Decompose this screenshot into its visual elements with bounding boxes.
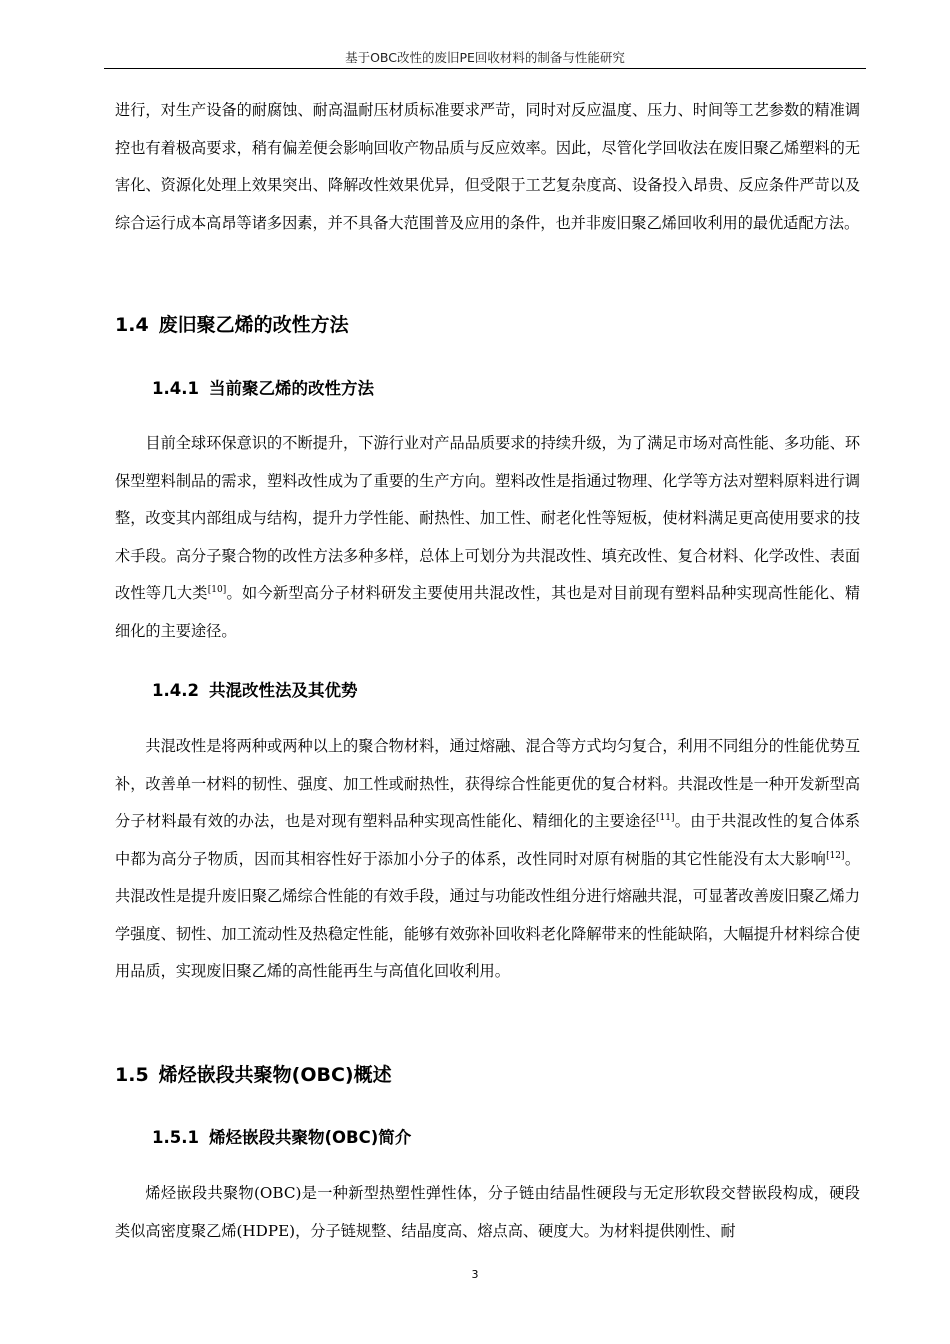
paragraph-1-4-2 <box>115 728 860 991</box>
paragraph-text: 。由于共混改性的复合体系中都为高分子物质，因而其相容性好于添加小分子的体系，改性同时对原有树脂的其它性能没有太大影响 <box>115 812 861 868</box>
subsection-title: 当前聚乙烯的改性方法 <box>208 379 374 398</box>
subsection-title: 共混改性法及其优势 <box>208 681 358 700</box>
section-number: 1.4 <box>115 314 149 336</box>
paragraph-1-4-1 <box>115 425 860 650</box>
continuation-paragraph: 进行，对生产设备的耐腐蚀、耐高温耐压材质标准要求严苛，同时对反应温度、压力、时间等工艺参数的精准调控也有着极高要求，稍有偏差便会影响回收产物品质与反应效率。因此，尽管化学回收法在废旧聚乙烯塑料的无害化、资源化处理上效果突出、降解改性效果优异，但受限于工艺复杂度高、设备投入昂贵、反应条件严苛以及综合运行成本高昂等诸多因素，并不具备大范围普及应用的条件，也并非废旧聚乙烯回收利用的最优适配方法。 <box>115 101 860 232</box>
citation-ref: [12] <box>826 850 845 861</box>
section-heading-1-4 <box>115 313 349 337</box>
paragraph-text: 目前全球环保意识的不断提升，下游行业对产品品质要求的持续升级，为了满足市场对高性能、多功能、环保型塑料制品的需求，塑料改性成为了重要的生产方向。塑料改性是指通过物理、化学等方法对塑料原料进行调整，改变其内部组成与结构，提升力学性能、耐热性、加工性、耐老化性等短板，使材料满足更高使用要求的技术手段。高分子聚合物的改性方法多种多样，总体上可划分为共混改性、填充改性、复合材料、化学改性、表面改性等几大类 <box>115 434 860 602</box>
paragraph-1-5-1: 烯烃嵌段共聚物(OBC)是一种新型热塑性弹性体，分子链由结晶性硬段与无定形软段交替嵌段构成，硬段类似高密度聚乙烯(HDPE)，分子链规整、结晶度高、熔点高、硬度大。为材料提供刚性、耐 <box>115 1184 860 1240</box>
page-number: 3 <box>471 1268 479 1281</box>
header-rule <box>104 68 866 69</box>
subsection-number: 1.4.2 <box>152 681 199 700</box>
section-number: 1.5 <box>115 1064 149 1086</box>
section-title: 废旧聚乙烯的改性方法 <box>158 314 349 336</box>
paragraph-text: 共混改性是将两种或两种以上的聚合物材料，通过熔融、混合等方式均匀复合，利用不同组分的性能优势互补，改善单一材料的韧性、强度、加工性或耐热性，获得综合性能更优的复合材料。共混改性是一种开发新型高分子材料最有效的办法，也是对现有塑料品种实现高性能化、精细化的主要途径 <box>115 737 860 830</box>
section-heading-1-5 <box>115 1063 392 1087</box>
subsection-heading-1-4-2 <box>152 680 357 702</box>
section-title: 烯烃嵌段共聚物(OBC)概述 <box>158 1064 392 1086</box>
subsection-number: 1.4.1 <box>152 379 199 398</box>
citation-ref: [11] <box>656 813 675 823</box>
subsection-number: 1.5.1 <box>152 1128 199 1147</box>
citation-ref: [10] <box>207 585 227 595</box>
paragraph-text: 。如今新型高分子材料研发主要使用共混改性，其也是对目前现有塑料品种实现高性能化、精细化的主要途径。 <box>115 584 861 640</box>
paragraph-text: 。共混改性是提升废旧聚乙烯综合性能的有效手段，通过与功能改性组分进行熔融共混，可显著改善废旧聚乙烯力学强度、韧性、加工流动性及热稳定性能，能够有效弥补回收料老化降解带来的性能缺陷，大幅提升材料综合使用品质，实现废旧聚乙烯的高性能再生与高值化回收利用。 <box>115 849 861 980</box>
subsection-heading-1-5-1 <box>152 1127 411 1149</box>
subsection-title: 烯烃嵌段共聚物(OBC)简介 <box>208 1128 412 1147</box>
running-header: 基于OBC改性的废旧PE回收材料的制备与性能研究 <box>345 50 625 65</box>
subsection-heading-1-4-1 <box>152 378 374 400</box>
